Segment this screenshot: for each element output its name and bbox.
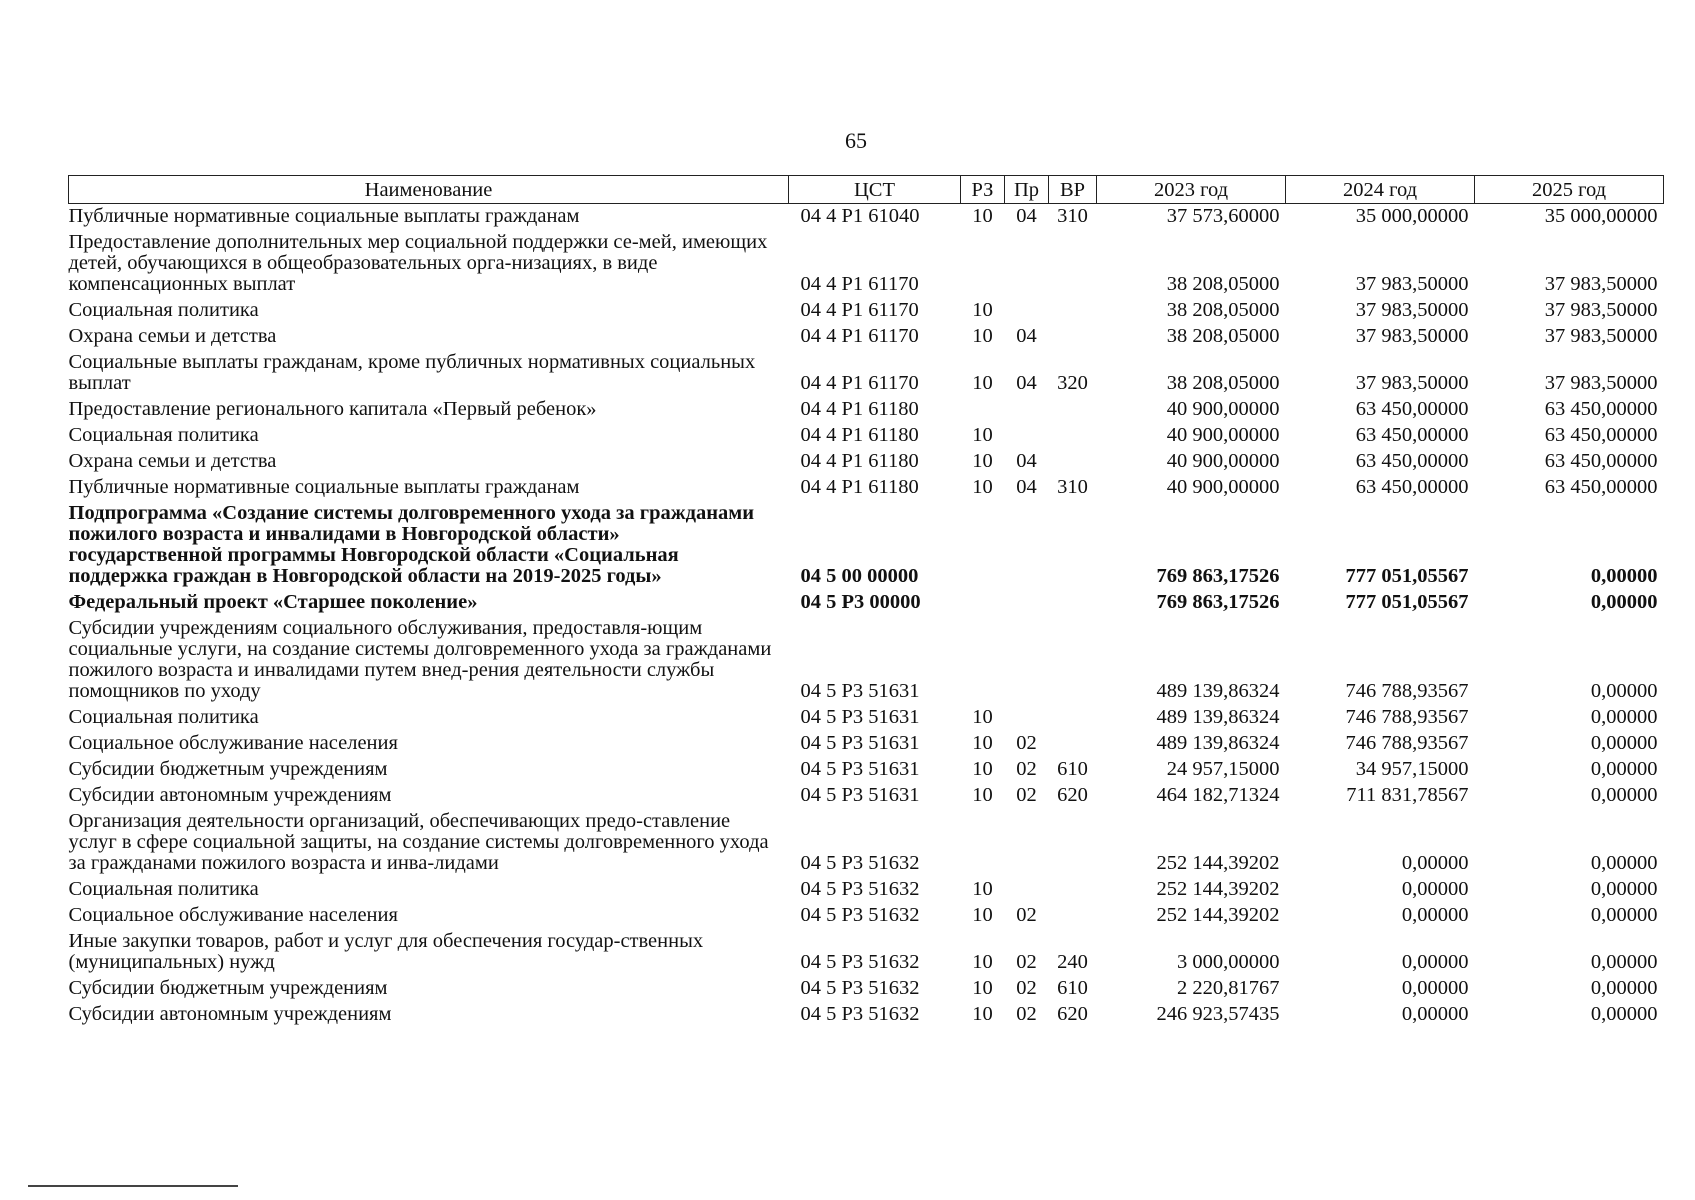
header-pr: Пр bbox=[1005, 176, 1049, 204]
row-2024: 37 983,50000 bbox=[1355, 273, 1469, 295]
row-rz: 10 bbox=[972, 299, 993, 321]
row-2023: 40 900,00000 bbox=[1166, 424, 1280, 446]
row-vr bbox=[1049, 423, 1097, 449]
row-rz: 10 bbox=[972, 372, 993, 394]
table-row bbox=[69, 230, 1664, 298]
budget-table bbox=[68, 175, 1664, 1028]
row-pr bbox=[1005, 809, 1049, 877]
row-vr bbox=[1049, 324, 1097, 350]
row-name: Предоставление регионального капитала «Первый ребенок» bbox=[68, 398, 597, 420]
table-row bbox=[69, 1002, 1664, 1028]
row-name: Предоставление дополнительных мер социальной поддержки се-мей, имеющих детей, обучающихся в общеобразовательных орга-низациях, в виде компенсационных выплат bbox=[68, 231, 768, 295]
row-cst: 04 5 Р3 51632 bbox=[800, 951, 920, 973]
row-rz: 10 bbox=[972, 450, 993, 472]
row-rz bbox=[961, 616, 1005, 705]
row-2025: 37 983,50000 bbox=[1544, 325, 1658, 347]
row-cst: 04 5 Р3 51631 bbox=[800, 784, 920, 806]
table-row bbox=[69, 731, 1664, 757]
row-rz: 10 bbox=[972, 732, 993, 754]
table-row bbox=[69, 809, 1664, 877]
row-name: Социальная политика bbox=[68, 706, 259, 728]
row-vr: 610 bbox=[1057, 977, 1088, 999]
row-pr: 02 bbox=[1016, 784, 1037, 806]
row-name: Иные закупки товаров, работ и услуг для обеспечения государ-ственных (муниципальных) нужд bbox=[68, 930, 704, 973]
table-row bbox=[69, 783, 1664, 809]
table-row bbox=[69, 501, 1664, 590]
row-2024: 34 957,15000 bbox=[1355, 758, 1469, 780]
row-vr bbox=[1049, 731, 1097, 757]
row-vr bbox=[1049, 877, 1097, 903]
row-name: Субсидии автономным учреждениям bbox=[68, 784, 392, 806]
row-2024: 0,00000 bbox=[1401, 977, 1469, 999]
table-row bbox=[69, 877, 1664, 903]
row-2025: 0,00000 bbox=[1590, 758, 1658, 780]
row-cst: 04 4 Р1 61180 bbox=[800, 398, 919, 420]
row-pr: 02 bbox=[1016, 758, 1037, 780]
row-2025: 0,00000 bbox=[1590, 732, 1658, 754]
row-2025: 0,00000 bbox=[1590, 591, 1658, 613]
row-pr: 02 bbox=[1016, 1003, 1037, 1025]
row-2024: 37 983,50000 bbox=[1355, 299, 1469, 321]
row-rz: 10 bbox=[972, 904, 993, 926]
row-vr bbox=[1049, 616, 1097, 705]
row-rz: 10 bbox=[972, 977, 993, 999]
row-vr bbox=[1049, 298, 1097, 324]
row-vr bbox=[1049, 230, 1097, 298]
row-2025: 0,00000 bbox=[1590, 878, 1658, 900]
row-2025: 37 983,50000 bbox=[1544, 273, 1658, 295]
row-2023: 38 208,05000 bbox=[1166, 325, 1280, 347]
row-2023: 3 000,00000 bbox=[1177, 951, 1280, 973]
row-name: Социальная политика bbox=[68, 299, 259, 321]
row-name: Социальное обслуживание населения bbox=[68, 904, 398, 926]
row-2024: 746 788,93567 bbox=[1345, 706, 1469, 728]
row-rz bbox=[961, 230, 1005, 298]
footer-divider bbox=[28, 1185, 238, 1187]
row-2023: 252 144,39202 bbox=[1156, 852, 1280, 874]
row-pr: 04 bbox=[1016, 372, 1037, 394]
row-2024: 711 831,78567 bbox=[1346, 784, 1469, 806]
row-name: Субсидии бюджетным учреждениям bbox=[68, 977, 388, 999]
row-pr bbox=[1005, 230, 1049, 298]
row-2024: 777 051,05567 bbox=[1345, 565, 1469, 587]
row-cst: 04 4 Р1 61170 bbox=[800, 299, 919, 321]
row-2023: 40 900,00000 bbox=[1166, 398, 1280, 420]
row-2025: 35 000,00000 bbox=[1544, 205, 1658, 227]
row-2023: 489 139,86324 bbox=[1156, 732, 1280, 754]
row-2023: 769 863,17526 bbox=[1156, 565, 1280, 587]
row-2024: 63 450,00000 bbox=[1355, 424, 1469, 446]
row-pr: 04 bbox=[1016, 325, 1037, 347]
row-2023: 38 208,05000 bbox=[1166, 299, 1280, 321]
row-rz: 10 bbox=[972, 758, 993, 780]
row-2023: 38 208,05000 bbox=[1166, 273, 1280, 295]
row-2023: 37 573,60000 bbox=[1166, 205, 1280, 227]
row-rz: 10 bbox=[972, 1003, 993, 1025]
row-cst: 04 5 Р3 51632 bbox=[800, 1003, 920, 1025]
row-pr: 02 bbox=[1016, 977, 1037, 999]
row-pr: 02 bbox=[1016, 951, 1037, 973]
row-2025: 37 983,50000 bbox=[1544, 372, 1658, 394]
table-row bbox=[69, 705, 1664, 731]
row-name: Подпрограмма «Создание системы долговременного ухода за гражданами пожилого возраста и инвалидами в Новгородской области» государственной программы Новгородской области «Социальная поддержка граждан в Новгородской области на 2019-2025 годы» bbox=[68, 502, 755, 587]
row-name: Социальная политика bbox=[68, 424, 259, 446]
row-2024: 777 051,05567 bbox=[1345, 591, 1469, 613]
row-2025: 0,00000 bbox=[1590, 680, 1658, 702]
row-vr: 610 bbox=[1057, 758, 1088, 780]
row-2023: 2 220,81767 bbox=[1177, 977, 1280, 999]
row-2023: 40 900,00000 bbox=[1166, 450, 1280, 472]
row-pr: 02 bbox=[1016, 904, 1037, 926]
row-vr bbox=[1049, 449, 1097, 475]
row-pr bbox=[1005, 298, 1049, 324]
row-vr bbox=[1049, 501, 1097, 590]
row-rz: 10 bbox=[972, 706, 993, 728]
row-rz: 10 bbox=[972, 951, 993, 973]
row-name: Субсидии учреждениям социального обслуживания, предоставля-ющим социальные услуги, на создание системы долговременного ухода за гражданами пожилого возраста и инвалидами путем внед-рения деятельности службы помощников по уходу bbox=[68, 617, 772, 702]
row-2024: 746 788,93567 bbox=[1345, 680, 1469, 702]
table-row bbox=[69, 903, 1664, 929]
row-2025: 63 450,00000 bbox=[1544, 450, 1658, 472]
row-2025: 63 450,00000 bbox=[1544, 398, 1658, 420]
row-cst: 04 5 Р3 00000 bbox=[800, 591, 921, 613]
row-rz: 10 bbox=[972, 878, 993, 900]
row-cst: 04 5 Р3 51631 bbox=[800, 680, 920, 702]
row-pr bbox=[1005, 397, 1049, 423]
row-cst: 04 5 Р3 51632 bbox=[800, 977, 920, 999]
row-vr: 310 bbox=[1057, 476, 1088, 498]
table-row bbox=[69, 204, 1664, 231]
row-rz: 10 bbox=[972, 424, 993, 446]
row-cst: 04 5 Р3 51632 bbox=[800, 904, 920, 926]
row-rz: 10 bbox=[972, 476, 993, 498]
row-2024: 37 983,50000 bbox=[1355, 372, 1469, 394]
header-rz: РЗ bbox=[961, 176, 1005, 204]
table-row bbox=[69, 298, 1664, 324]
row-2024: 0,00000 bbox=[1401, 1003, 1469, 1025]
header-vr: ВР bbox=[1049, 176, 1097, 204]
row-cst: 04 4 Р1 61170 bbox=[800, 273, 919, 295]
row-cst: 04 5 Р3 51631 bbox=[800, 706, 920, 728]
row-2025: 0,00000 bbox=[1590, 706, 1658, 728]
header-name: Наименование bbox=[69, 176, 789, 204]
row-pr bbox=[1005, 705, 1049, 731]
row-2023: 464 182,71324 bbox=[1156, 784, 1280, 806]
row-rz: 10 bbox=[972, 205, 993, 227]
row-2024: 0,00000 bbox=[1401, 878, 1469, 900]
row-2025: 63 450,00000 bbox=[1544, 476, 1658, 498]
row-vr: 240 bbox=[1057, 951, 1088, 973]
row-vr bbox=[1049, 809, 1097, 877]
row-cst: 04 4 Р1 61180 bbox=[800, 450, 919, 472]
row-2025: 0,00000 bbox=[1590, 904, 1658, 926]
row-vr bbox=[1049, 397, 1097, 423]
row-2024: 63 450,00000 bbox=[1355, 476, 1469, 498]
row-cst: 04 5 Р3 51631 bbox=[800, 732, 920, 754]
row-pr: 04 bbox=[1016, 205, 1037, 227]
row-2025: 63 450,00000 bbox=[1544, 424, 1658, 446]
row-cst: 04 5 Р3 51632 bbox=[800, 852, 920, 874]
row-cst: 04 4 Р1 61180 bbox=[800, 476, 919, 498]
row-name: Охрана семьи и детства bbox=[68, 450, 277, 472]
row-2024: 63 450,00000 bbox=[1355, 450, 1469, 472]
page-number: 65 bbox=[845, 128, 867, 153]
row-cst: 04 4 Р1 61180 bbox=[800, 424, 919, 446]
row-2024: 63 450,00000 bbox=[1355, 398, 1469, 420]
row-rz bbox=[961, 809, 1005, 877]
row-vr bbox=[1049, 590, 1097, 616]
row-name: Публичные нормативные социальные выплаты гражданам bbox=[68, 205, 580, 227]
table-row bbox=[69, 350, 1664, 397]
row-cst: 04 5 Р3 51632 bbox=[800, 878, 920, 900]
row-2023: 38 208,05000 bbox=[1166, 372, 1280, 394]
row-pr bbox=[1005, 877, 1049, 903]
row-2024: 35 000,00000 bbox=[1355, 205, 1469, 227]
row-rz: 10 bbox=[972, 784, 993, 806]
row-cst: 04 5 00 00000 bbox=[800, 565, 919, 587]
row-2025: 0,00000 bbox=[1590, 784, 1658, 806]
table-row bbox=[69, 475, 1664, 501]
row-2024: 0,00000 bbox=[1401, 904, 1469, 926]
header-2023: 2023 год bbox=[1097, 176, 1286, 204]
row-name: Публичные нормативные социальные выплаты гражданам bbox=[68, 476, 580, 498]
table-row bbox=[69, 976, 1664, 1002]
row-vr bbox=[1049, 903, 1097, 929]
row-pr bbox=[1005, 590, 1049, 616]
header-2025: 2025 год bbox=[1475, 176, 1664, 204]
row-2024: 37 983,50000 bbox=[1355, 325, 1469, 347]
header-cst: ЦСТ bbox=[789, 176, 961, 204]
table-row bbox=[69, 397, 1664, 423]
row-2025: 0,00000 bbox=[1590, 565, 1658, 587]
row-2025: 0,00000 bbox=[1590, 852, 1658, 874]
row-2023: 246 923,57435 bbox=[1156, 1003, 1280, 1025]
table-header bbox=[69, 176, 1664, 204]
row-rz bbox=[961, 501, 1005, 590]
row-name: Социальная политика bbox=[68, 878, 259, 900]
row-2025: 0,00000 bbox=[1590, 1003, 1658, 1025]
row-2025: 0,00000 bbox=[1590, 977, 1658, 999]
row-name: Субсидии автономным учреждениям bbox=[68, 1003, 392, 1025]
row-2023: 489 139,86324 bbox=[1156, 680, 1280, 702]
row-rz bbox=[961, 397, 1005, 423]
table-row bbox=[69, 423, 1664, 449]
row-rz: 10 bbox=[972, 325, 993, 347]
row-pr bbox=[1005, 423, 1049, 449]
row-rz bbox=[961, 590, 1005, 616]
row-cst: 04 4 Р1 61040 bbox=[800, 205, 920, 227]
row-name: Социальные выплаты гражданам, кроме публичных нормативных социальных выплат bbox=[68, 351, 756, 394]
header-2024: 2024 год bbox=[1286, 176, 1475, 204]
row-2023: 40 900,00000 bbox=[1166, 476, 1280, 498]
row-2025: 37 983,50000 bbox=[1544, 299, 1658, 321]
row-2024: 746 788,93567 bbox=[1345, 732, 1469, 754]
row-name: Охрана семьи и детства bbox=[68, 325, 277, 347]
row-2023: 769 863,17526 bbox=[1156, 591, 1280, 613]
row-2023: 252 144,39202 bbox=[1156, 904, 1280, 926]
row-name: Федеральный проект «Старшее поколение» bbox=[68, 591, 478, 613]
table-row bbox=[69, 757, 1664, 783]
row-vr bbox=[1049, 705, 1097, 731]
row-pr bbox=[1005, 616, 1049, 705]
table-row bbox=[69, 616, 1664, 705]
row-cst: 04 5 Р3 51631 bbox=[800, 758, 920, 780]
row-cst: 04 4 Р1 61170 bbox=[800, 372, 919, 394]
table-row bbox=[69, 590, 1664, 616]
row-pr: 02 bbox=[1016, 732, 1037, 754]
row-name: Организация деятельности организаций, обеспечивающих предо-ставление услуг в сфере социальной защиты, на создание системы долговременного ухода за гражданами пожилого возраста и инва-лидами bbox=[68, 810, 769, 874]
row-vr: 320 bbox=[1057, 372, 1088, 394]
table-row bbox=[69, 449, 1664, 475]
row-pr: 04 bbox=[1016, 450, 1037, 472]
row-2024: 0,00000 bbox=[1401, 852, 1469, 874]
row-2023: 489 139,86324 bbox=[1156, 706, 1280, 728]
row-2023: 24 957,15000 bbox=[1166, 758, 1280, 780]
row-name: Социальное обслуживание населения bbox=[68, 732, 398, 754]
row-2024: 0,00000 bbox=[1401, 951, 1469, 973]
table-body bbox=[69, 204, 1664, 1029]
row-vr: 310 bbox=[1057, 205, 1088, 227]
row-2023: 252 144,39202 bbox=[1156, 878, 1280, 900]
row-name: Субсидии бюджетным учреждениям bbox=[68, 758, 388, 780]
row-2025: 0,00000 bbox=[1590, 951, 1658, 973]
row-cst: 04 4 Р1 61170 bbox=[800, 325, 919, 347]
row-pr: 04 bbox=[1016, 476, 1037, 498]
row-vr: 620 bbox=[1057, 784, 1088, 806]
table-row bbox=[69, 324, 1664, 350]
table-row bbox=[69, 929, 1664, 976]
row-vr: 620 bbox=[1057, 1003, 1088, 1025]
row-pr bbox=[1005, 501, 1049, 590]
